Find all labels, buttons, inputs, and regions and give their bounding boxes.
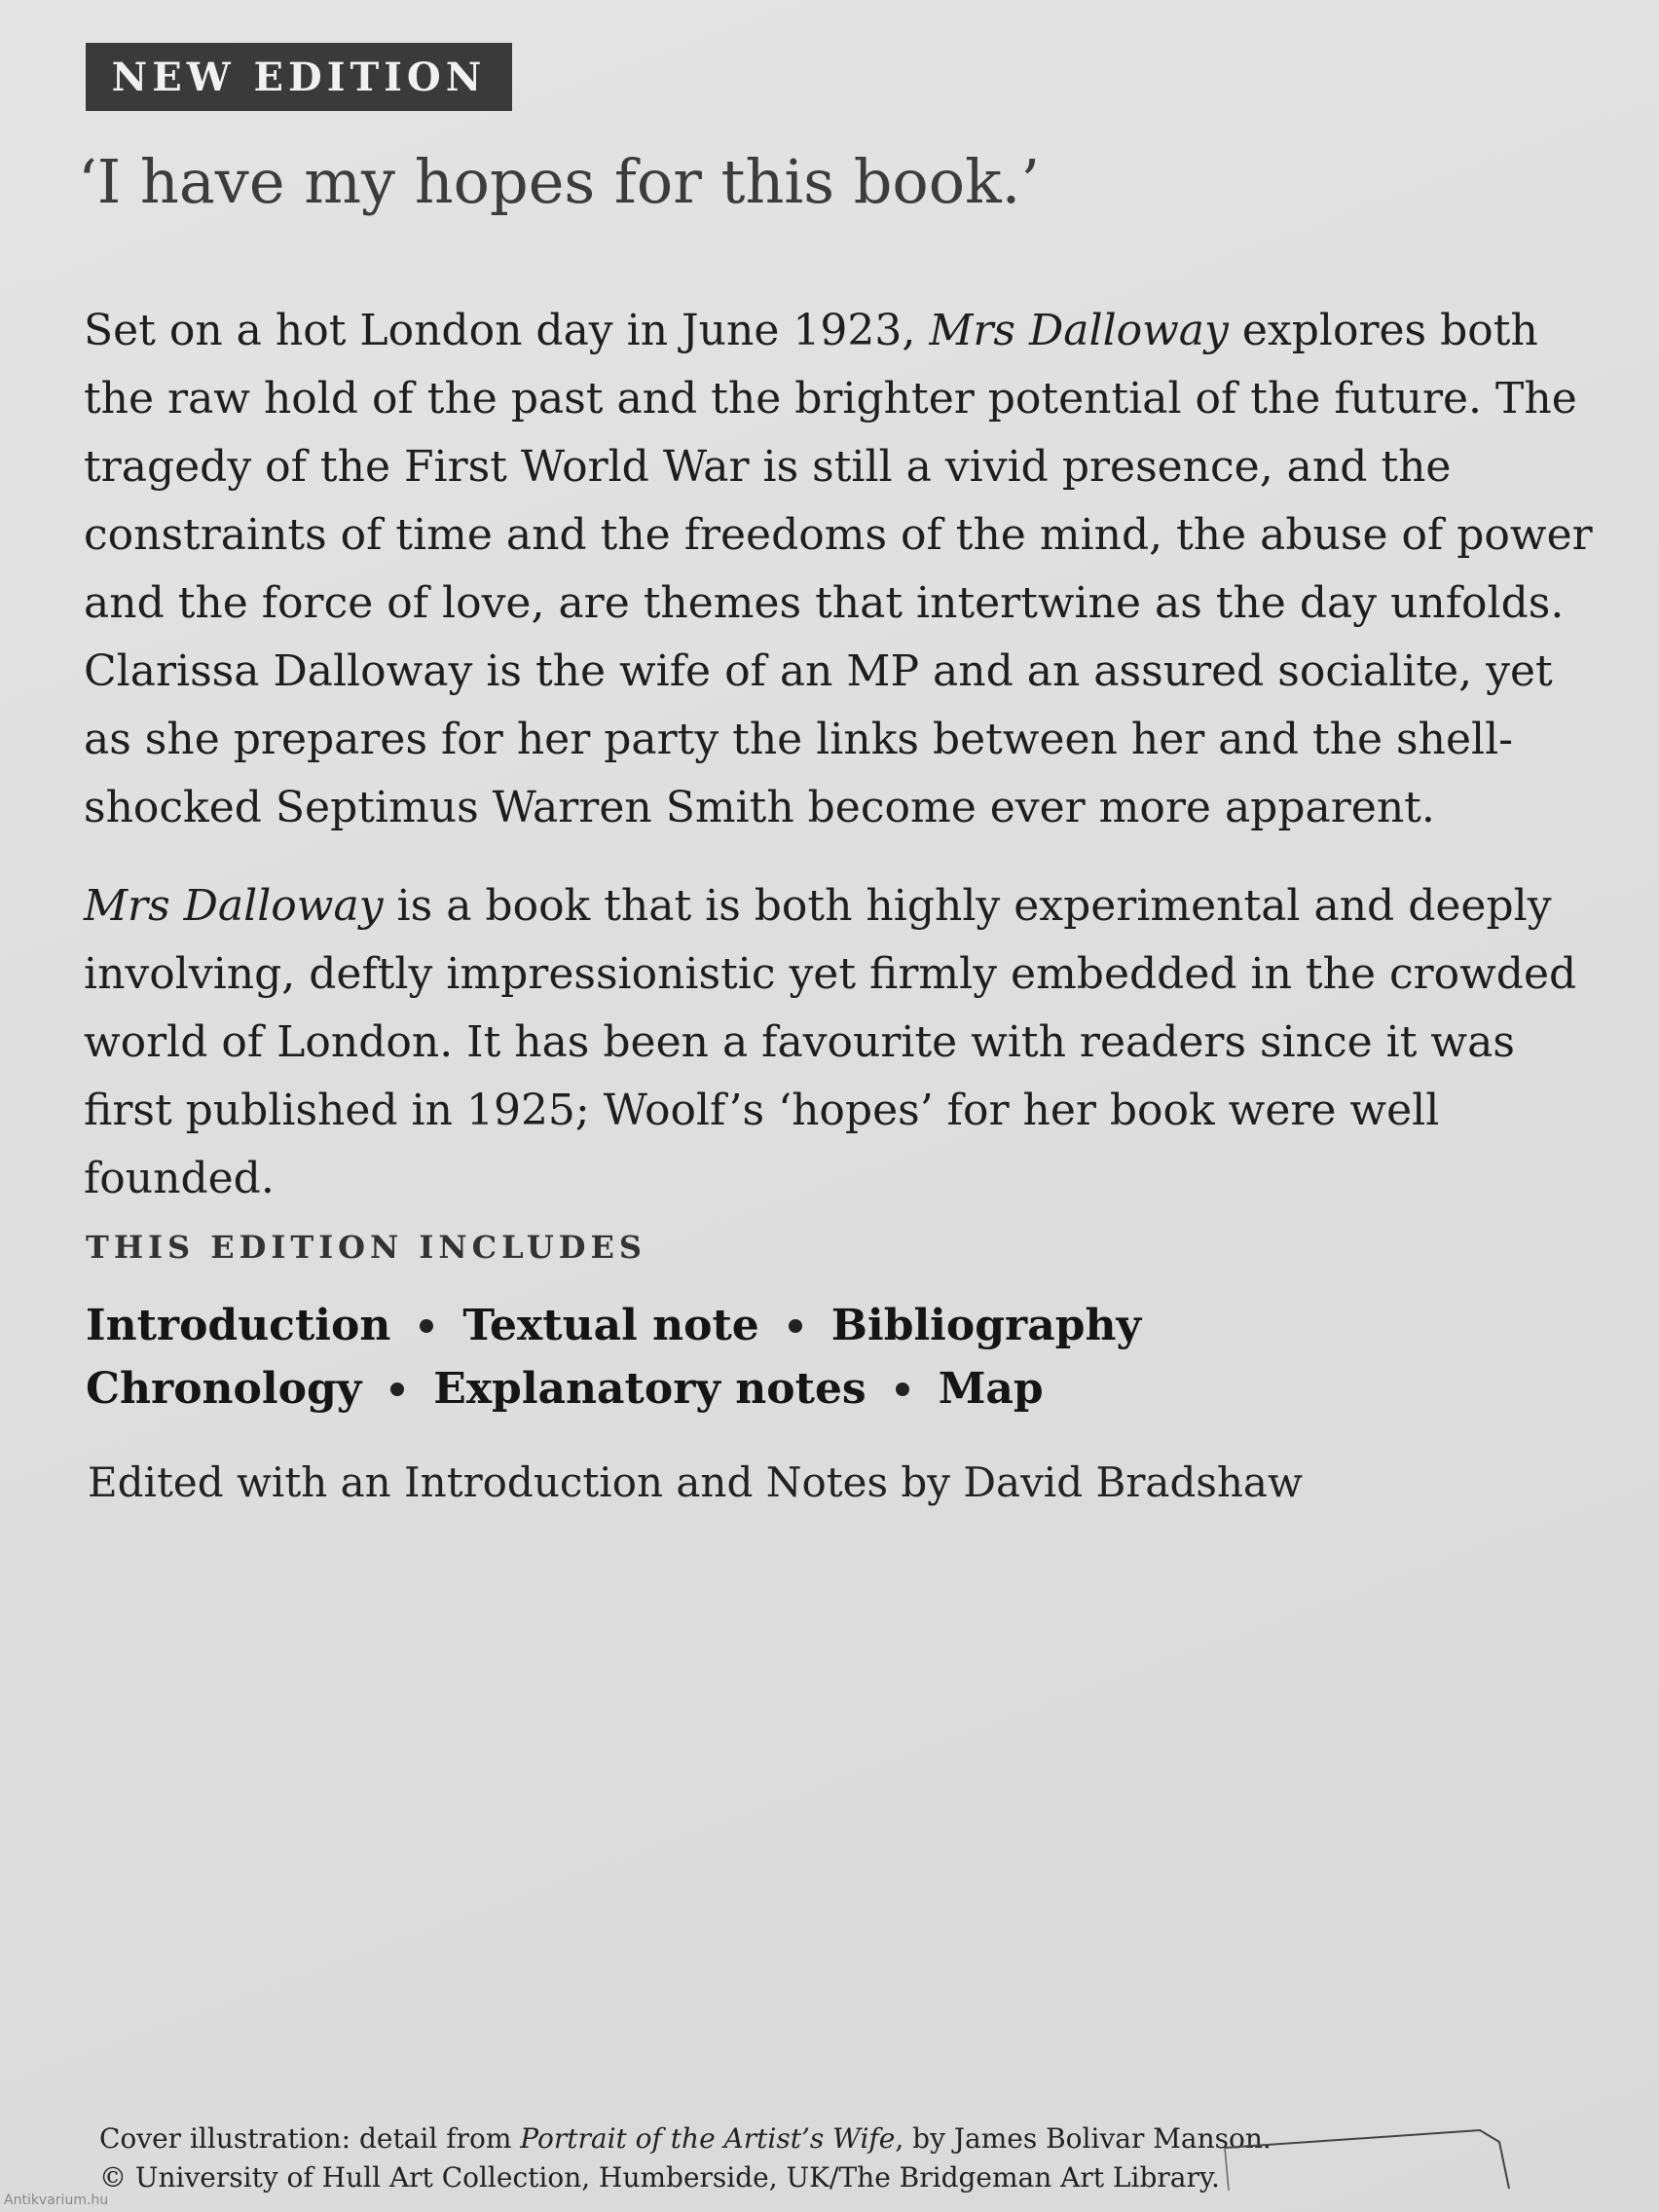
bullet-icon [390, 1382, 404, 1396]
cover-illustration-credit [99, 2122, 1365, 2155]
copyright-credit: © University of Hull Art Collection, Humberside, UK/The Bridgeman Art Library. [99, 2161, 1220, 2194]
feature-introduction: Introduction [86, 1301, 391, 1350]
bullet-icon [896, 1382, 909, 1396]
credit-text-end: , by James Bolivar Manson. [895, 2122, 1272, 2155]
bullet-icon [789, 1319, 802, 1333]
credit-text-start: Cover illustration: detail from [99, 2122, 521, 2155]
cover-quote: ‘I have my hopes for this book.’ [78, 146, 1041, 217]
appraisal-paragraph [84, 872, 1603, 1213]
feature-explanatory-notes: Explanatory notes [433, 1364, 866, 1414]
watermark: Antikvarium.hu [4, 2193, 109, 2208]
feature-bibliography: Bibliography [830, 1301, 1142, 1350]
sticker-outline [1217, 2120, 1529, 2198]
includes-heading: THIS EDITION INCLUDES [86, 1229, 647, 1266]
book-title: Mrs Dalloway [84, 881, 384, 931]
synopsis-text-start: Set on a hot London day in June 1923, [84, 306, 930, 355]
appraisal-text: is a book that is both highly experimental and deeply involving, deftly impressionistic yet firmly embedded in the crowded world of London. It has been a favourite with readers since it was first published in 1925; Woolf’s ‘hopes’ for her book were well founded. [84, 881, 1577, 1203]
synopsis-text-rest: explores both the raw hold of the past and the brighter potential of the future. The tragedy of the First World War is still a vivid presence, and the constraints of time and the freedoms of the mind, the abuse of power and the force of love, are themes that intertwine as the day unfolds. Clarissa Dalloway is the wife of an MP and an assured socialite, yet as she prepares for her party the links between her and the shell-shocked Septimus Warren Smith become ever more apparent. [84, 306, 1593, 832]
feature-map: Map [938, 1364, 1044, 1414]
features-row [86, 1364, 1044, 1414]
book-title: Mrs Dalloway [929, 306, 1229, 355]
editor-credit: Edited with an Introduction and Notes by David Bradshaw [88, 1458, 1303, 1506]
features-row [86, 1301, 1141, 1350]
synopsis-paragraph [84, 297, 1603, 842]
bullet-icon [420, 1319, 433, 1333]
new-edition-badge: NEW EDITION [86, 43, 512, 111]
feature-chronology: Chronology [86, 1364, 362, 1414]
artwork-title: Portrait of the Artist’s Wife [520, 2122, 896, 2155]
feature-textual-note: Textual note [462, 1301, 759, 1350]
